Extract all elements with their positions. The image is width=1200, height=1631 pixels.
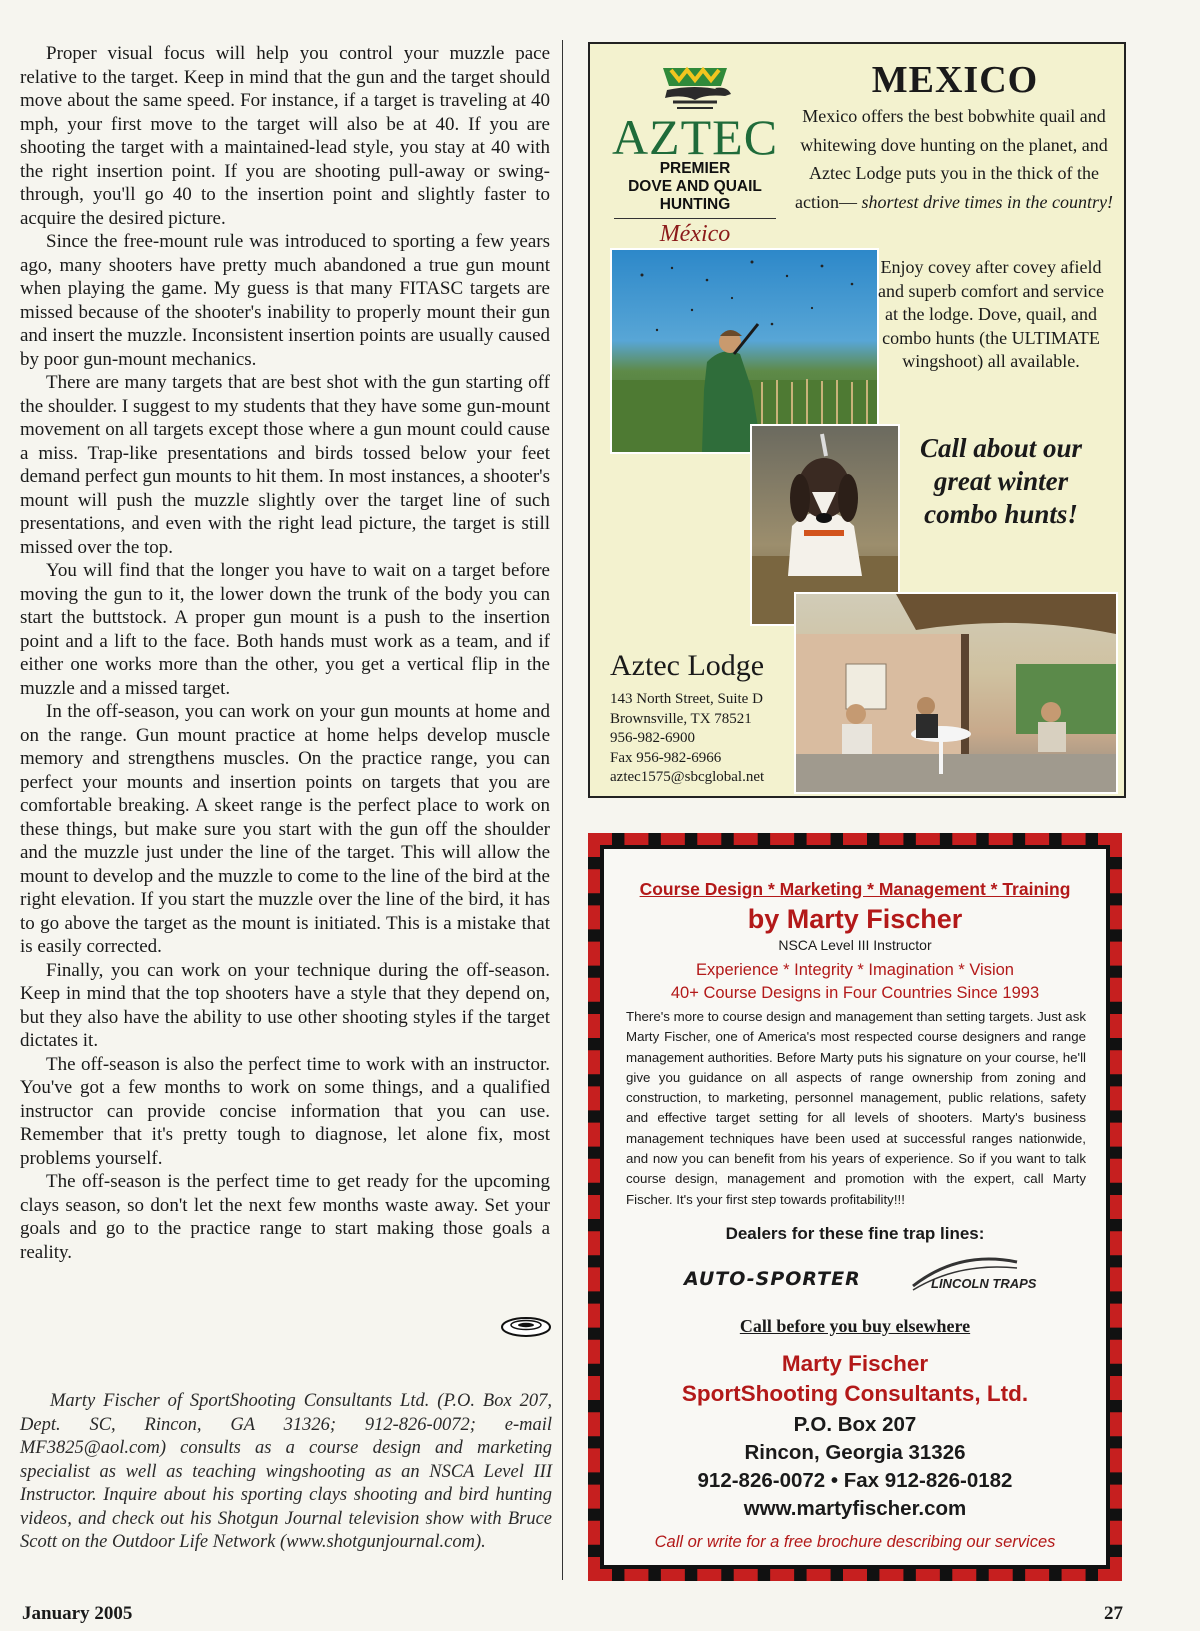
call-before-line: Call before you buy elsewhere: [739, 1315, 971, 1336]
article-paragraph: There are many targets that are best shot with the gun starting off the shoulder. I suggest to my students that they have some gun-mount movement on all targets except those where a gun mount could cause a miss. Trap-like presentations and birds tossed below your feet demand perfect gun mounts to hit them. In most instances, a shooter's mount will push the muzzle slightly over the target line of such presentations, and even with the right lead picture, the target is still missed over the top.: [20, 372, 550, 558]
ad-headline: Course Design * Marketing * Management * Training: [639, 879, 1071, 899]
lodge-name: Aztec Lodge: [610, 649, 765, 682]
company-name: [604, 1349, 1106, 1409]
author-bio: Marty Fischer of SportShooting Consultants Ltd. (P.O. Box 207, Dept. SC, Rincon, GA 31326; 912-826-0072; e-mail MF3825@aol.com) consults as a course design and marketing specialist as well as teaching wingshooting as an NSCA Level III Instructor. Inquire about his sporting clays shooting and bird hunting videos, and check out his Shotgun Journal television show with Bruce Scott on the Outdoor Life Network (www.shotgunjournal.com).: [20, 1391, 552, 1552]
address-line: Brownsville, TX 78521: [610, 710, 752, 727]
lincoln-logo-text: LINCOLN TRAPS: [931, 1275, 1037, 1291]
footer-page-number: 27: [1104, 1603, 1123, 1624]
ad-call-to-action: Call about our great winter combo hunts!: [919, 433, 1083, 529]
values-line: Experience * Integrity * Imagination * Vision: [696, 961, 1014, 979]
lead-text: Mexico offers the best bobwhite quail and whitewing dove hunting on the planet, and Aztec Lodge puts you in the thick of the action—: [795, 106, 1108, 212]
since-line: 40+ Course Designs in Four Countries Since 1993: [670, 984, 1040, 1002]
phone: 956-982-6900: [610, 730, 695, 746]
city-state: Rincon, Georgia 31326: [744, 1440, 966, 1464]
aztec-eagle-logo-icon: [655, 60, 735, 114]
article-paragraph: You will find that the longer you have to wait on a target before moving the gun to it, the lower down the trunk of the body you can start the buttstock. A proper gun mount is a push to the insertion point and a lift to the face. Both hands must work as a team, and if either one works more than the other, you get a vertical flip in the muzzle and a missed target.: [20, 560, 550, 699]
company-contact: [604, 1411, 1106, 1523]
clay-target-endmark-icon: [500, 1314, 552, 1338]
ad-name: by Marty Fischer: [747, 904, 963, 934]
lodge-patio-image: [796, 594, 1116, 792]
ad-body-text: There's more to course design and management than setting targets. Just ask Marty Fischer, one of America's most respected course designers and range management authorities. Before Marty puts his signature on your course, he'll give you guidance on all aspects of range ownership from zoning and construction, to marketing, personnel management, public relations, safety and effective target setting for all levels of shooters. Marty's business management techniques have been used at successful ranges nationwide, and now you can benefit from his years of experience. So if you want to talk course design, management and promotion with the expert, call Marty Fischer. It's your first step towards profitability!!!: [626, 1009, 1086, 1207]
brochure-offer: Call or write for a free brochure describing our services: [654, 1532, 1056, 1551]
dealers-heading: Dealers for these fine trap lines:: [725, 1223, 985, 1243]
email: aztec1575@sbcglobal.net: [610, 769, 765, 785]
logo-subtitle-line: PREMIER: [659, 160, 731, 177]
company-line: Marty Fischer: [781, 1350, 929, 1376]
po-box: P.O. Box 207: [793, 1412, 917, 1436]
footer-issue-date: January 2005: [22, 1603, 133, 1624]
fax: Fax 956-982-6966: [610, 749, 722, 766]
article-body: [20, 42, 550, 1264]
autosporter-logo: AUTO-SPORTER: [684, 1267, 861, 1290]
marty-fischer-ad: [588, 833, 1122, 1581]
ad-description: Enjoy covey after covey afield and superb comfort and service at the lodge. Dove, quail, and combo hunts (the ULTIMATE wingshoot) all available.: [878, 257, 1104, 371]
ad-title: MEXICO: [871, 59, 1039, 101]
logo-rule: [614, 218, 776, 219]
hunter-scene-image: [612, 250, 877, 452]
lincoln-traps-logo-icon: [909, 1254, 1037, 1298]
article-paragraph: Proper visual focus will help you control your muzzle pace relative to the target. Keep in mind that the gun and the target should move about the same speed. For instance, if a target is traveling at 40 mph, your first move to the target will also be at 40. If you are shooting the target with a maintained-lead style, you stay at 40 with the right insertion point. If you are shooting pull-away or swing-through, you'll go 40 to the insertion point and slightly faster to acquire the desired picture.: [20, 43, 550, 229]
lead-italic-text: shortest drive times in the country!: [861, 191, 1113, 212]
article-paragraph: The off-season is the perfect time to get ready for the upcoming clays season, so don't let the next few months waste away. Set your goals and go to the practice range to start making those goals a reality.: [20, 1171, 550, 1263]
aztec-wordmark: AZTEC: [611, 109, 779, 165]
ad-credential: NSCA Level III Instructor: [778, 937, 932, 953]
phone-fax: 912-826-0072 • Fax 912-826-0182: [697, 1468, 1013, 1492]
logo-subtitle-line: HUNTING: [659, 196, 731, 213]
article-paragraph: Finally, you can work on your technique during the off-season. Keep in mind that the top shooters have a style that they depend on, but they also have the ability to use other shooting styles if the target dictates it.: [20, 959, 550, 1051]
ad-lead-text: [795, 102, 1113, 216]
article-paragraph: In the off-season, you can work on your gun mounts at home and on the range. Gun mount practice at home helps develop muscle memory and strengthens muscles. On the practice range, you can perfect your mounts and insertion points on targets that you are comfortable breaking. A skeet range is the perfect place to work on these things, but make sure you start with the gun off the shoulder and the muzzle just under the line of the target. This will allow the mount to develop and the muzzle to come to the line of the bird at the right elevation. If you start the muzzle over the line of the bird, it has to go above the target as the mount is initiated. This is a mistake that is easily corrected.: [20, 701, 550, 957]
column-divider: [562, 40, 563, 1580]
company-line: SportShooting Consultants, Ltd.: [681, 1380, 1029, 1406]
ad-values: [604, 959, 1106, 1005]
lodge-address: [610, 690, 764, 788]
address-line: 143 North Street, Suite D: [610, 691, 763, 707]
ad-inner-panel: [604, 849, 1106, 1565]
aztec-lodge-ad: [588, 42, 1126, 798]
logo-subtitle-line: DOVE AND QUAIL: [628, 178, 762, 195]
logo-country: México: [659, 221, 731, 247]
lodge-patio-photo: [794, 592, 1118, 794]
article-paragraph: Since the free-mount rule was introduced to sporting a few years ago, many shooters have pretty much abandoned a true gun mount when playing the game. My guess is that many FITASC targets are missed because of the shooter's inability to properly mount their gun and insert the muzzle. Inconsistent insertion points are usually caused by poor gun-mount mechanics.: [20, 231, 550, 370]
website: www.martyfischer.com: [743, 1496, 967, 1520]
trap-logos: [604, 1250, 1106, 1306]
article-paragraph: The off-season is also the perfect time to work with an instructor. You've got a few months to work on some things, and a qualified instructor can provide concise information that you can use. Remember that it's pretty tough to diagnose, let alone fix, most problems yourself.: [20, 1053, 550, 1169]
aztec-logo: [610, 60, 780, 247]
